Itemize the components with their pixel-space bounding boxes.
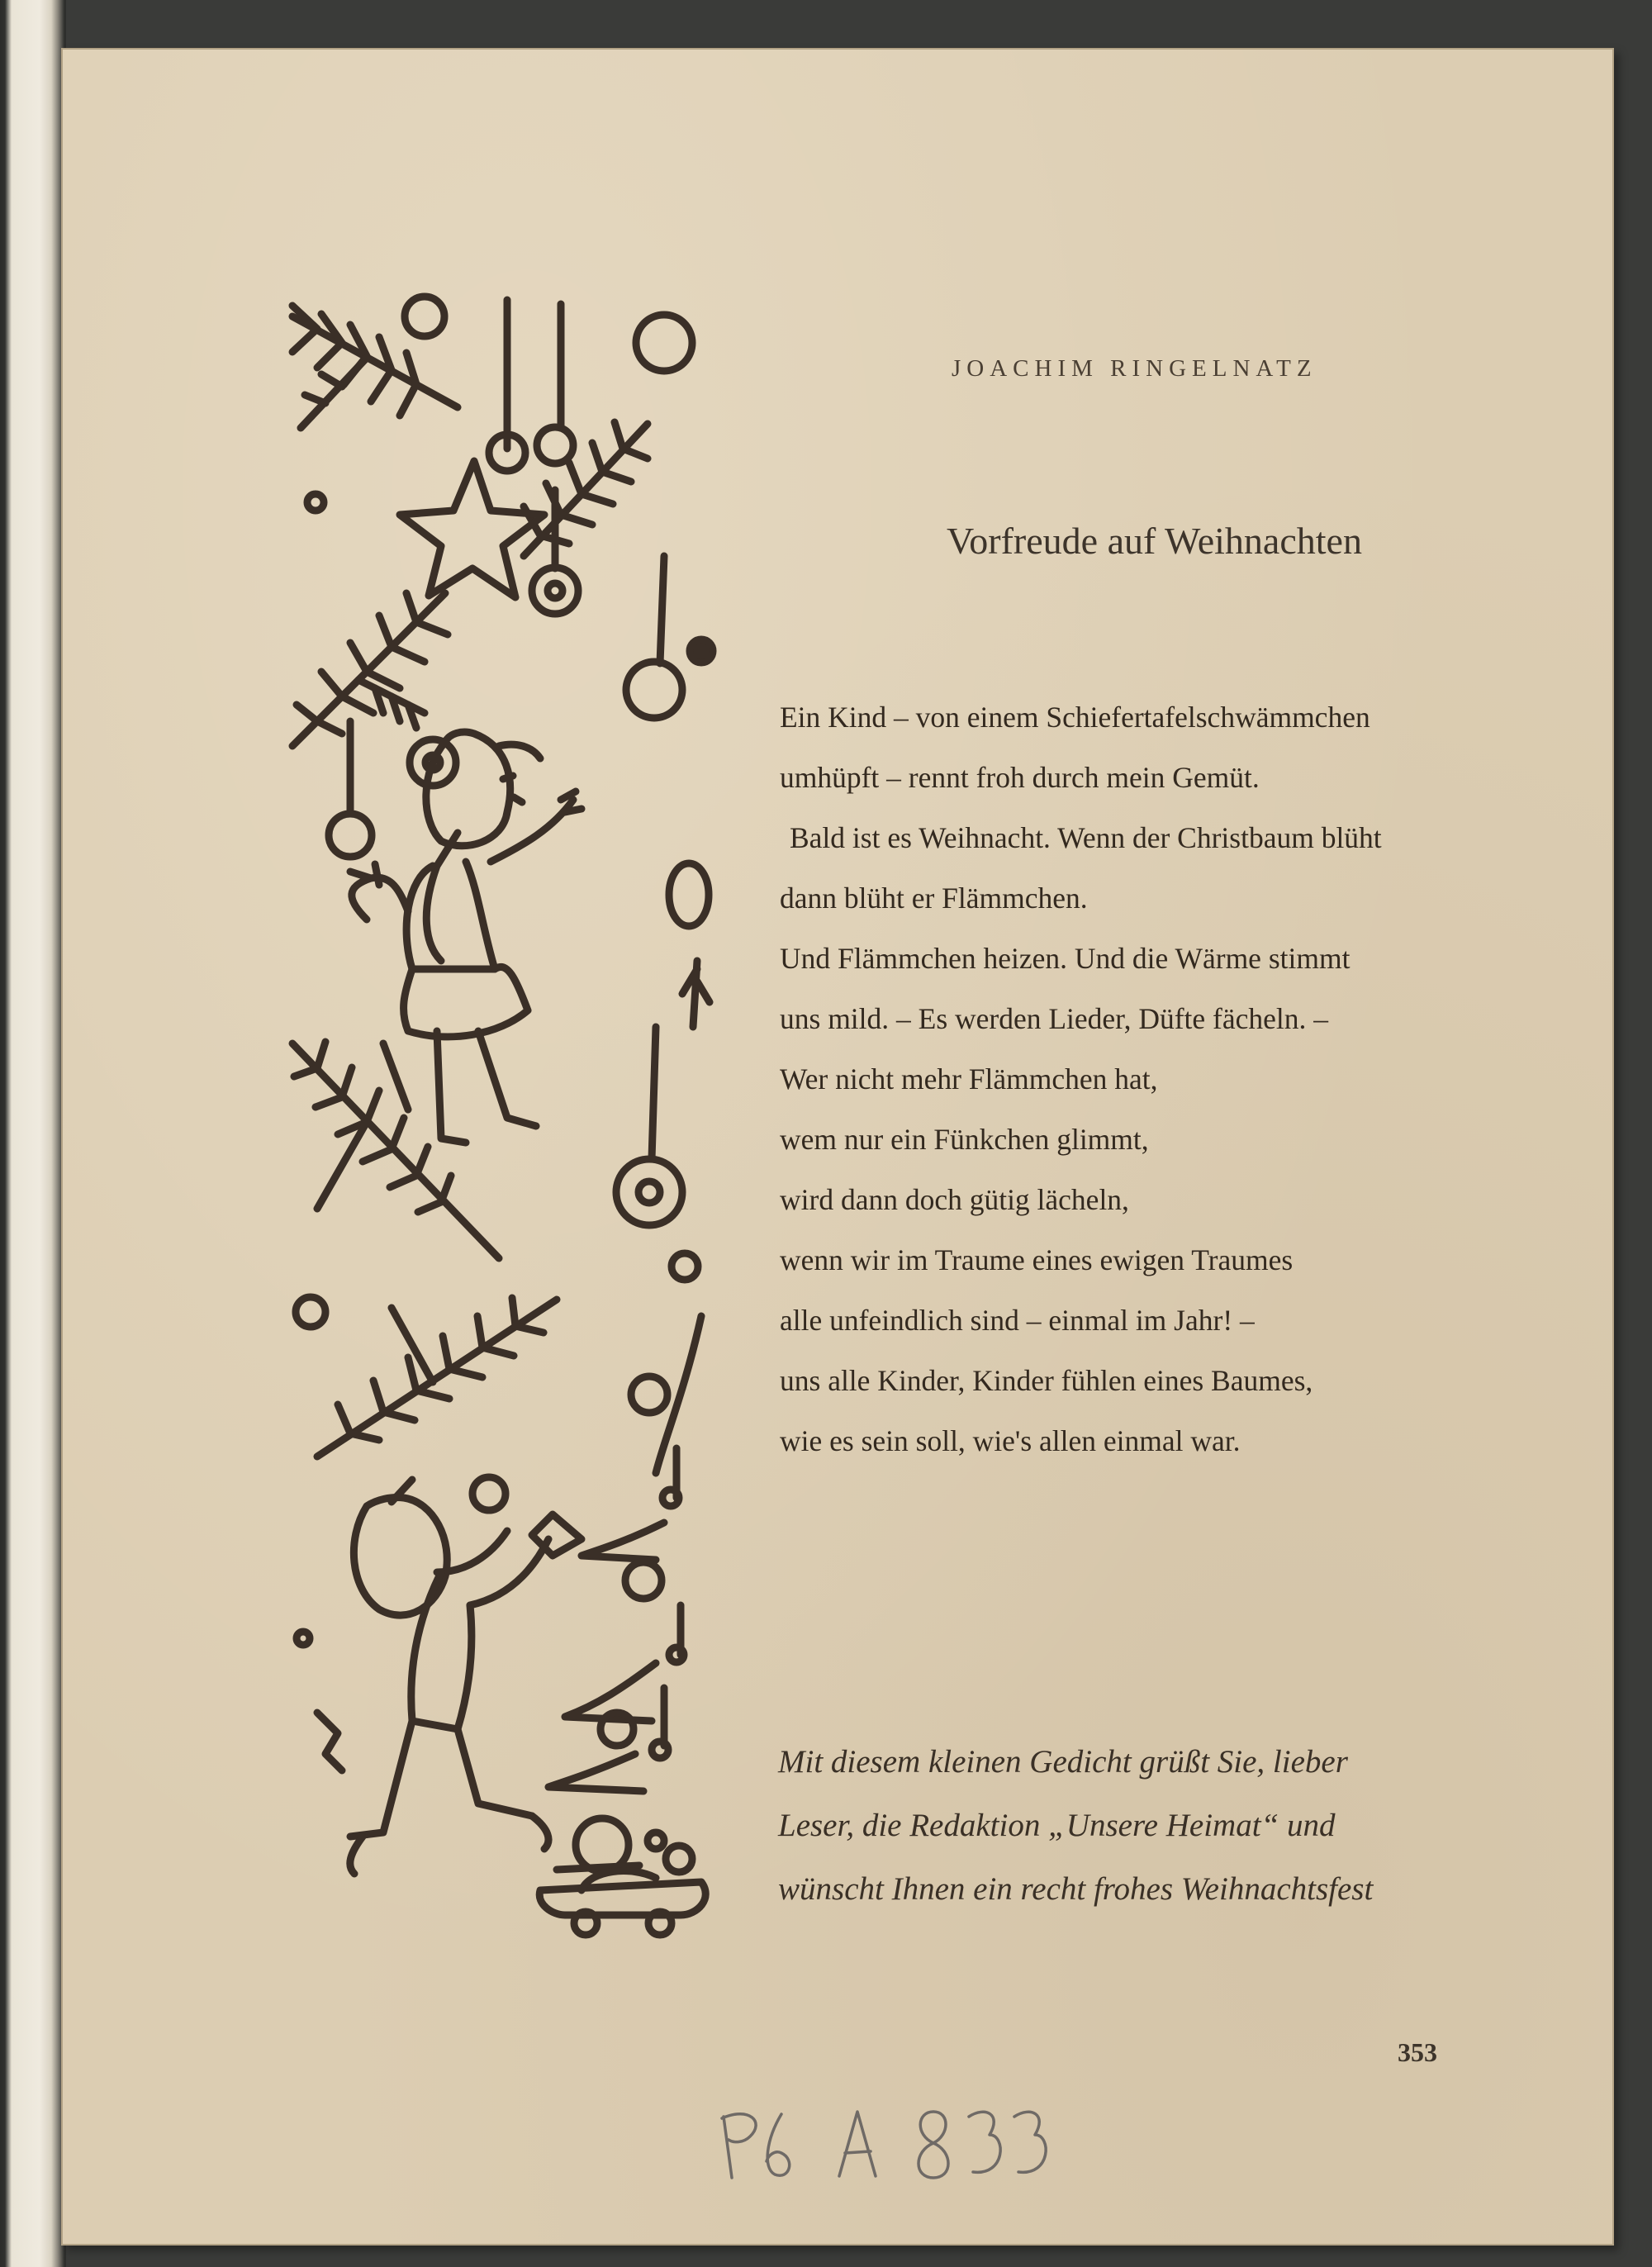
music-note-icon (548, 1316, 701, 1871)
star-icon (400, 461, 544, 597)
poem-line: wem nur ein Fünkchen glimmt, (780, 1123, 1149, 1156)
page-number: 353 (1398, 2037, 1437, 2067)
fir-branch-icon (524, 422, 648, 556)
poem-line: Wer nicht mehr Flämmchen hat, (780, 1062, 1158, 1095)
book-page (61, 48, 1614, 2246)
poem-line: umhüpft – rennt froh durch mein Gemüt. (780, 761, 1260, 794)
greeting-line: Leser, die Redaktion „Unsere Heimat“ und (778, 1808, 1336, 1843)
poem-title: Vorfreude auf Weihnachten (947, 520, 1362, 562)
author-name: JOACHIM RINGELNATZ (952, 355, 1317, 382)
poem-line: Und Flämmchen heizen. Und die Wärme stimmt (780, 942, 1351, 975)
fir-branch-icon (292, 306, 458, 428)
poem-line: alle unfeindlich sind – einmal im Jahr! – (780, 1304, 1255, 1337)
poem-line: uns mild. – Es werden Lieder, Düfte fächeln. – (780, 1002, 1328, 1035)
poem-line: dann blüht er Flämmchen. (780, 882, 1088, 915)
greeting-line: wünscht Ihnen ein recht frohes Weihnachtsfest (778, 1871, 1374, 1907)
poem-line: wenn wir im Traume eines ewigen Traumes (780, 1243, 1294, 1276)
greeting-line: Mit diesem kleinen Gedicht grüßt Sie, lieber (778, 1744, 1348, 1780)
poem-line: wird dann doch gütig lächeln, (780, 1183, 1129, 1216)
bubble-icon (296, 297, 713, 1872)
book-binding-edge (0, 0, 66, 2267)
poem-line: Ein Kind – von einem Schiefertafelschwämmchen (780, 701, 1370, 734)
boy-figure (317, 1480, 582, 1874)
poem-line: wie es sein soll, wie's allen einmal war. (780, 1424, 1241, 1457)
poem-text (780, 692, 1382, 1476)
poem-line: uns alle Kinder, Kinder fühlen eines Baumes, (780, 1364, 1313, 1397)
fir-branch-icon (292, 593, 448, 746)
poem-line: Bald ist es Weihnacht. Wenn der Christbaum blüht (790, 821, 1382, 854)
christmas-illustration (268, 283, 738, 2002)
toy-car-icon (539, 1871, 705, 1935)
editorial-greeting (778, 1739, 1373, 1930)
fir-branch-icon (292, 1042, 499, 1258)
fir-branch-icon (317, 1298, 557, 1457)
shelfmark-handwriting (717, 2102, 1056, 2193)
